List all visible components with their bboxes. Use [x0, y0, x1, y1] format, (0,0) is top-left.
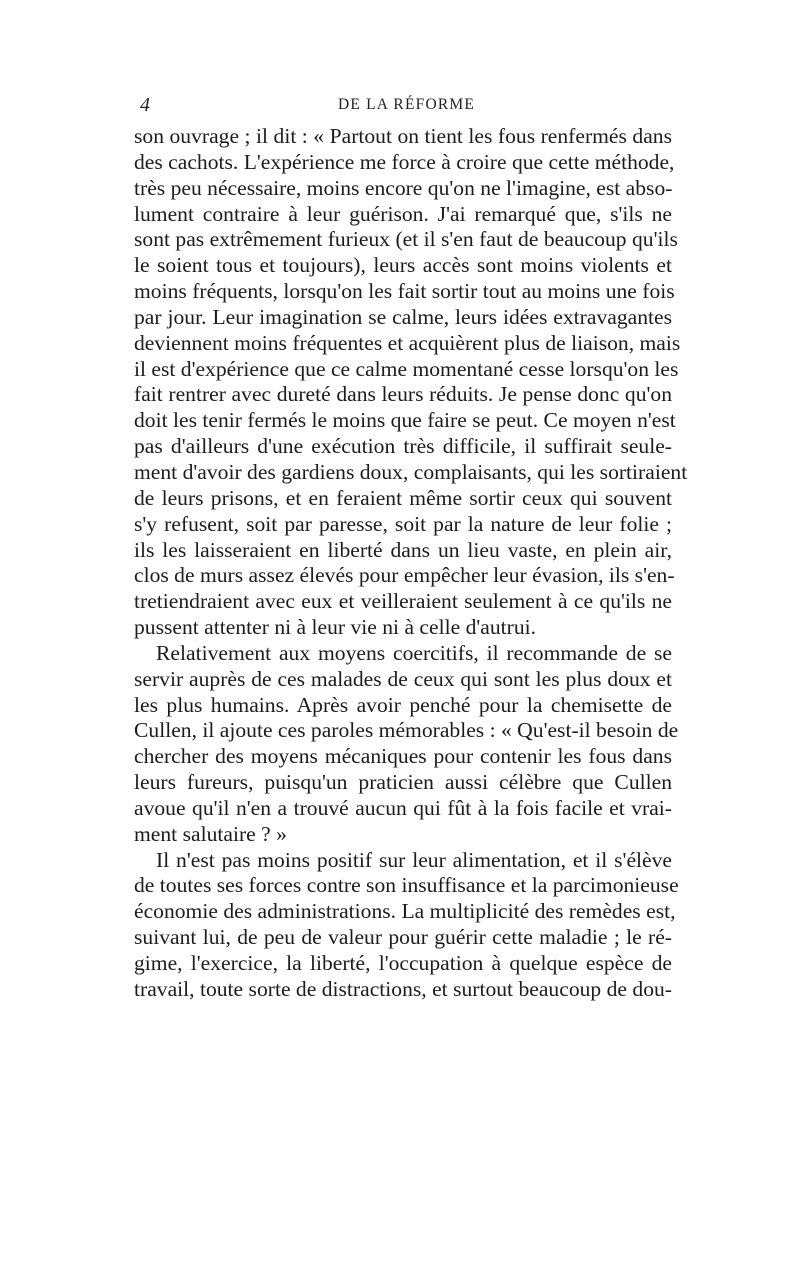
text-line: pas d'ailleurs d'une exécution très difficile, il suffirait seule-: [134, 434, 672, 459]
paragraph-end-line: pussent attenter ni à leur vie ni à celle d'autrui.: [134, 615, 537, 640]
text-line: moins fréquents, lorsqu'on les fait sortir tout au moins une fois: [134, 279, 675, 304]
text-line: son ouvrage ; il dit : « Partout on tient les fous renfermés dans: [134, 124, 672, 148]
text-line: économie des administrations. La multiplicité des remèdes est,: [134, 899, 676, 924]
paragraph-end-line: ment salutaire ? »: [134, 821, 287, 846]
text-line: il est d'expérience que ce calme momentané cesse lorsqu'on les: [134, 356, 679, 381]
text-line: gime, l'exercice, la liberté, l'occupation à quelque espèce de: [134, 951, 672, 975]
text-line: servir auprès de ces malades de ceux qui sont les plus doux et: [134, 666, 672, 691]
text-line: tretiendraient avec eux et veilleraient seulement à ce qu'ils ne: [134, 589, 672, 614]
text-line: les plus humains. Après avoir penché pour la chemisette de: [134, 692, 672, 717]
text-line: Cullen, il ajoute ces paroles mémorables : « Qu'est-il besoin de: [134, 718, 679, 743]
text-line: clos de murs assez élevés pour empêcher leur évasion, ils s'en-: [134, 563, 675, 588]
paragraph-start-line: Il n'est pas moins positif sur leur alimentation, et il s'élève: [156, 847, 672, 872]
text-line: s'y refusent, soit par paresse, soit par la nature de leur folie ;: [134, 511, 672, 536]
text-line: des cachots. L'expérience me force à croire que cette méthode,: [134, 149, 675, 174]
text-line: suivant lui, de peu de valeur pour guérir cette maladie ; le ré-: [134, 925, 672, 950]
text-line: de leurs prisons, et en feraient même sortir ceux qui souvent: [134, 485, 672, 510]
running-title: DE LA RÉFORME: [338, 96, 476, 113]
text-line: doit les tenir fermés le moins que faire se peut. Ce moyen n'est: [134, 408, 676, 433]
page-number: 4: [140, 94, 150, 116]
text-line: leurs fureurs, puisqu'un praticien aussi célèbre que Cullen: [134, 770, 672, 795]
text-line: deviennent moins fréquentes et acquièrent plus de liaison, mais: [134, 330, 681, 355]
text-line: fait rentrer avec dureté dans leurs réduits. Je pense donc qu'on: [134, 382, 672, 407]
running-head: [140, 96, 670, 118]
body-text: [134, 124, 688, 1003]
text-line: ils les laisseraient en liberté dans un lieu vaste, en plein air,: [134, 537, 672, 562]
text-line: le soient tous et toujours), leurs accès sont moins violents et: [134, 253, 672, 278]
text-line: par jour. Leur imagination se calme, leurs idées extravagantes: [134, 304, 672, 329]
text-line: avoue qu'il n'en a trouvé aucun qui fût à la fois facile et vrai-: [134, 795, 672, 820]
text-line: ment d'avoir des gardiens doux, complaisants, qui les sortiraient: [134, 459, 688, 484]
text-line: travail, toute sorte de distractions, et surtout beaucoup de dou-: [134, 976, 672, 1001]
text-line: lument contraire à leur guérison. J'ai remarqué que, s'ils ne: [134, 201, 672, 226]
text-line: de toutes ses forces contre son insuffisance et la parcimonieuse: [134, 873, 679, 898]
text-line: sont pas extrêmement furieux (et il s'en faut de beaucoup qu'ils: [134, 227, 678, 252]
text-line: chercher des moyens mécaniques pour contenir les fous dans: [134, 744, 672, 769]
text-line: très peu nécessaire, moins encore qu'on ne l'imagine, est abso-: [134, 175, 673, 200]
paragraph-start-line: Relativement aux moyens coercitifs, il recommande de se: [156, 640, 672, 665]
